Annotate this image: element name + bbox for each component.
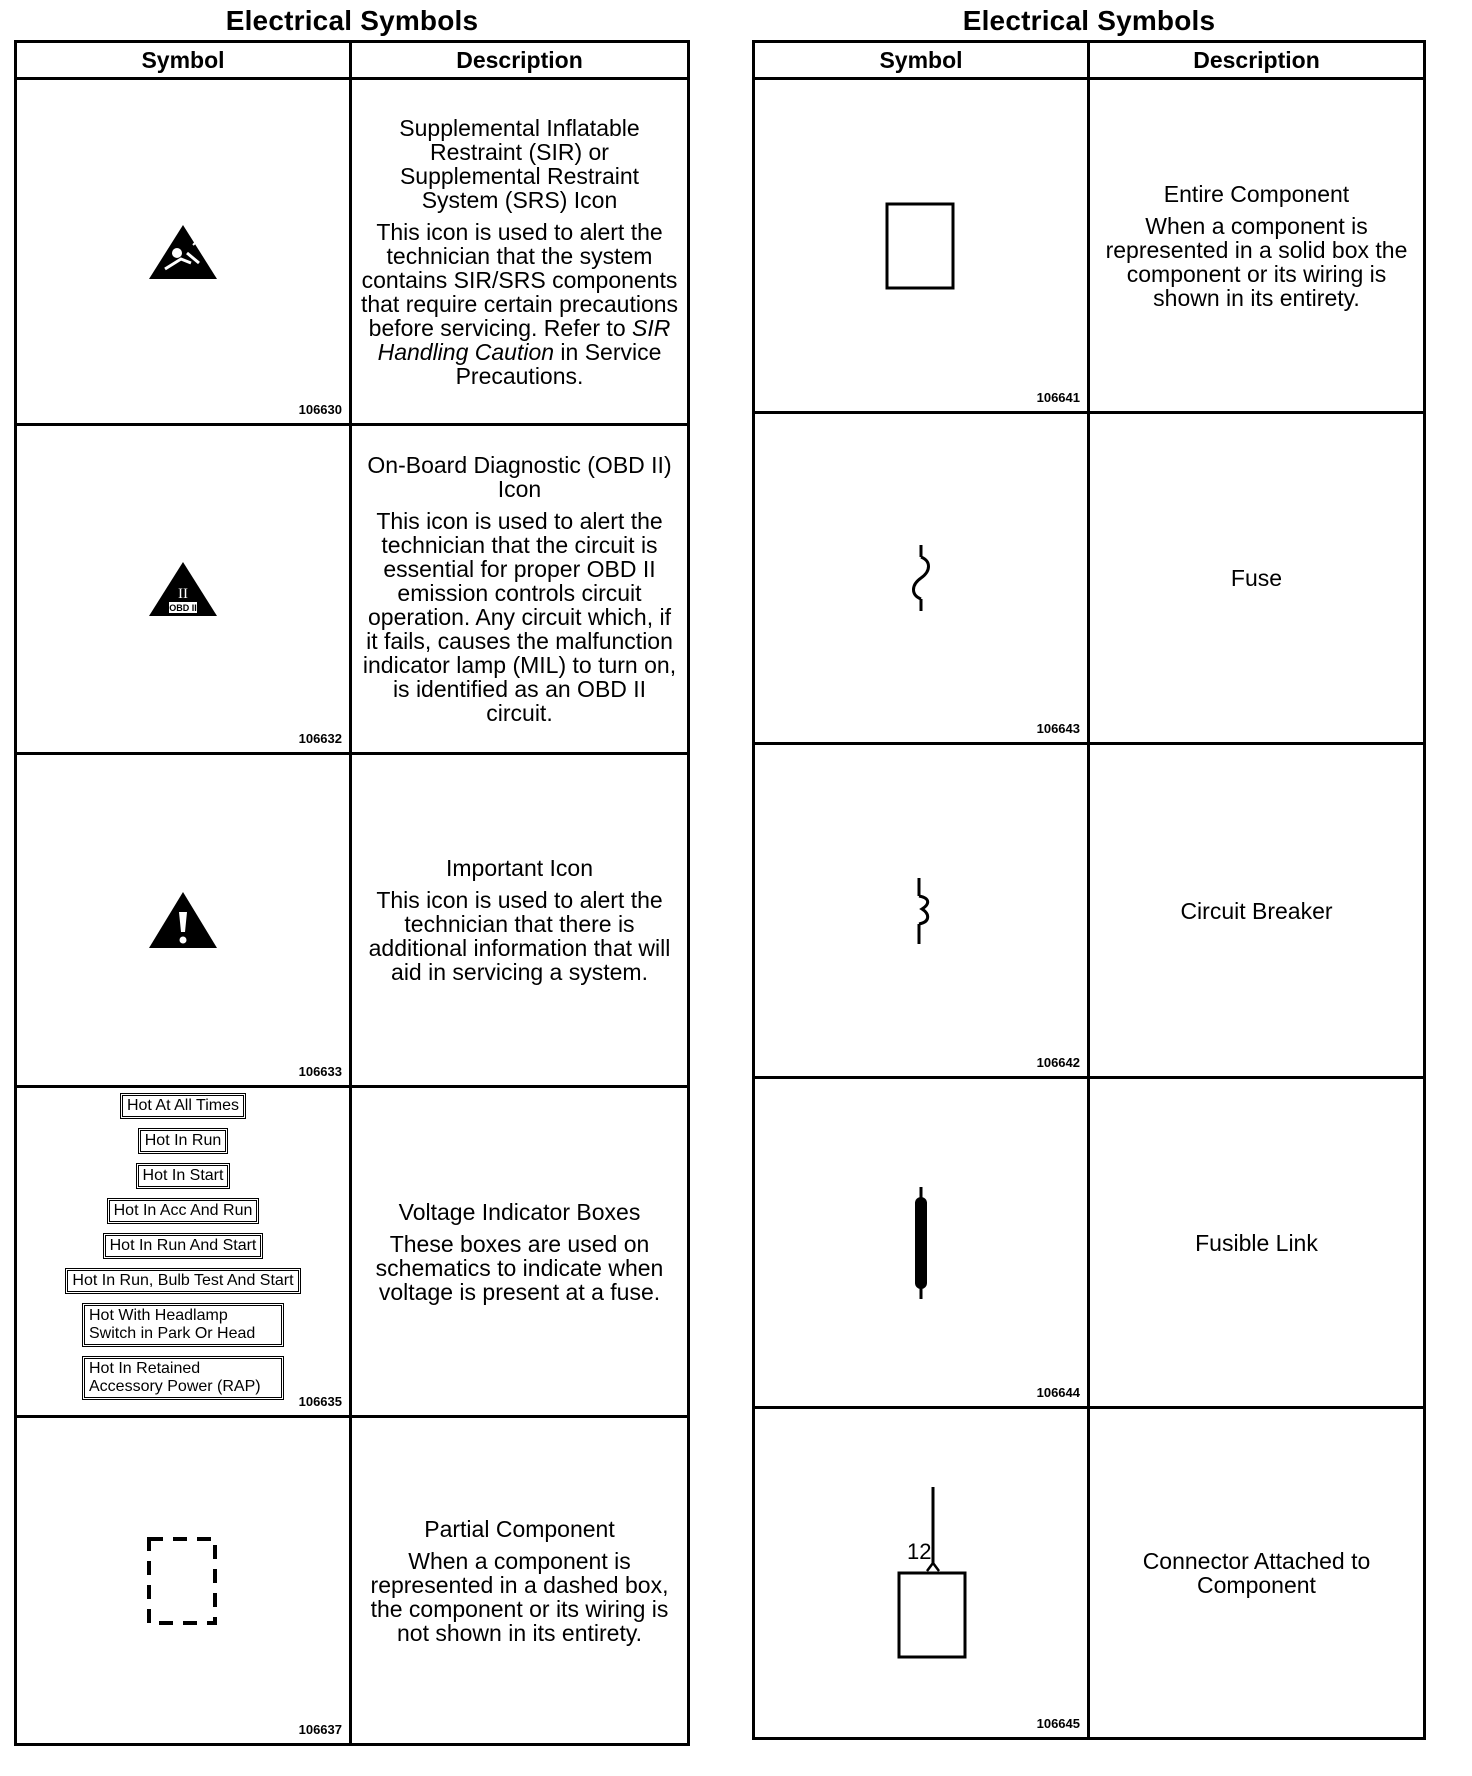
description-title: Fuse	[1230, 565, 1283, 591]
sir-triangle-icon	[147, 223, 219, 281]
description-title: Partial Component	[424, 1515, 615, 1542]
left-symbol-table	[14, 40, 690, 1746]
figure-number: 106643	[1036, 721, 1080, 736]
table-row	[754, 413, 1425, 744]
figure-number: 106632	[298, 731, 342, 746]
voltage-indicator-box: Hot With Headlamp Switch in Park Or Head	[82, 1303, 284, 1347]
voltage-indicator-box: Hot In Run	[138, 1128, 228, 1154]
obd-icon-label: OBD II	[169, 603, 197, 613]
left-panel-title: Electrical Symbols	[225, 5, 479, 36]
figure-number: 106630	[298, 402, 342, 417]
description-cell	[351, 425, 689, 754]
table-row	[754, 1408, 1425, 1739]
voltage-indicator-box-list	[17, 1093, 349, 1410]
description-column-header: Description	[351, 42, 689, 79]
symbol-cell	[754, 1408, 1089, 1739]
right-panel-title: Electrical Symbols	[962, 5, 1216, 36]
description-body: This icon is used to alert the technician that there is additional information that will aid in servicing a system.	[368, 887, 671, 985]
symbol-column-header: Symbol	[754, 42, 1089, 79]
connector-pin-label: 12	[907, 1539, 932, 1564]
voltage-indicator-box: Hot In Retained Accessory Power (RAP)	[82, 1356, 284, 1400]
figure-number: 106633	[298, 1064, 342, 1079]
symbol-cell	[16, 425, 351, 754]
description-body: When a component is represented in a solid box the component or its wiring is shown in its entirety.	[1105, 212, 1408, 311]
voltage-indicator-box: Hot At All Times	[120, 1093, 246, 1119]
description-body: This icon is used to alert the technician that the circuit is essential for proper OBD II emission controls circuit operation. Any circuit which, if it fails, causes the malfunction indicator lamp (MIL) to turn on, is identified as an OBD II circuit.	[362, 508, 677, 726]
obd-icon-top-text: II	[178, 586, 188, 602]
symbol-cell	[754, 413, 1089, 744]
description-title: Circuit Breaker	[1180, 897, 1333, 924]
table-row	[16, 754, 689, 1087]
description-title: Important Icon	[445, 855, 594, 881]
table-row	[754, 1078, 1425, 1408]
description-cell	[351, 754, 689, 1087]
fusible-link-icon	[906, 1185, 936, 1301]
symbol-cell	[16, 1417, 351, 1745]
description-body: These boxes are used on schematics to indicate when voltage is present at a fuse.	[375, 1230, 664, 1305]
description-title: On-Board Diagnostic (OBD II) Icon	[367, 452, 672, 502]
symbol-cell	[754, 1078, 1089, 1408]
description-cell	[1089, 79, 1425, 413]
description-cell	[1089, 1408, 1425, 1739]
figure-number: 106644	[1036, 1385, 1080, 1400]
symbol-cell	[754, 79, 1089, 413]
figure-number: 106641	[1036, 390, 1080, 405]
figure-number: 106645	[1036, 1716, 1080, 1731]
symbol-column-header: Symbol	[16, 42, 351, 79]
symbol-cell	[16, 754, 351, 1087]
description-body: This icon is used to alert the technician that the system contains SIR/SRS components that require certain precautions before servicing. Refer to SIR Handling Caution in Service Precautions.	[360, 218, 679, 389]
description-cell	[1089, 744, 1425, 1078]
description-title: Voltage Indicator Boxes	[398, 1198, 641, 1225]
right-symbol-table	[752, 40, 1426, 1740]
table-row	[16, 425, 689, 754]
description-cell	[351, 1087, 689, 1417]
symbol-cell	[16, 1087, 351, 1417]
solid-box-icon	[883, 200, 959, 292]
description-cell	[351, 1417, 689, 1745]
table-row	[754, 79, 1425, 413]
description-body: When a component is represented in a dashed box, the component or its wiring is not shown in its entirety.	[370, 1547, 669, 1646]
voltage-indicator-box: Hot In Run, Bulb Test And Start	[65, 1268, 300, 1294]
voltage-indicator-box: Hot In Run And Start	[103, 1233, 264, 1259]
table-row	[16, 1087, 689, 1417]
description-column-header: Description	[1089, 42, 1425, 79]
voltage-indicator-box: Hot In Start	[136, 1163, 231, 1189]
table-row	[16, 1417, 689, 1745]
obd-triangle-icon	[147, 560, 219, 618]
description-title: Fusible Link	[1195, 1229, 1318, 1256]
figure-number: 106635	[298, 1394, 342, 1409]
description-cell	[351, 79, 689, 425]
description-cell	[1089, 413, 1425, 744]
fuse-icon	[906, 543, 936, 613]
left-symbol-table-panel	[14, 0, 690, 1746]
table-row	[754, 744, 1425, 1078]
figure-number: 106637	[298, 1722, 342, 1737]
sir-handling-caution-reference: SIR Handling Caution	[377, 314, 671, 365]
table-header-row	[754, 42, 1425, 79]
table-row	[16, 79, 689, 425]
voltage-indicator-box: Hot In Acc And Run	[107, 1198, 260, 1224]
circuit-breaker-icon	[906, 876, 936, 946]
description-cell	[1089, 1078, 1425, 1408]
description-title: Connector Attached to Component	[1142, 1548, 1371, 1598]
important-triangle-icon	[147, 890, 219, 950]
figure-number: 106642	[1036, 1055, 1080, 1070]
symbol-cell	[16, 79, 351, 425]
table-header-row	[16, 42, 689, 79]
description-title: Entire Component	[1163, 180, 1350, 207]
right-symbol-table-panel	[752, 0, 1426, 1740]
symbol-cell	[754, 744, 1089, 1078]
description-title: Supplemental Inflatable Restraint (SIR) or Supplemental Restraint System (SRS) Icon	[399, 114, 640, 213]
dashed-box-icon	[145, 1535, 221, 1627]
connector-component-icon	[871, 1483, 971, 1663]
